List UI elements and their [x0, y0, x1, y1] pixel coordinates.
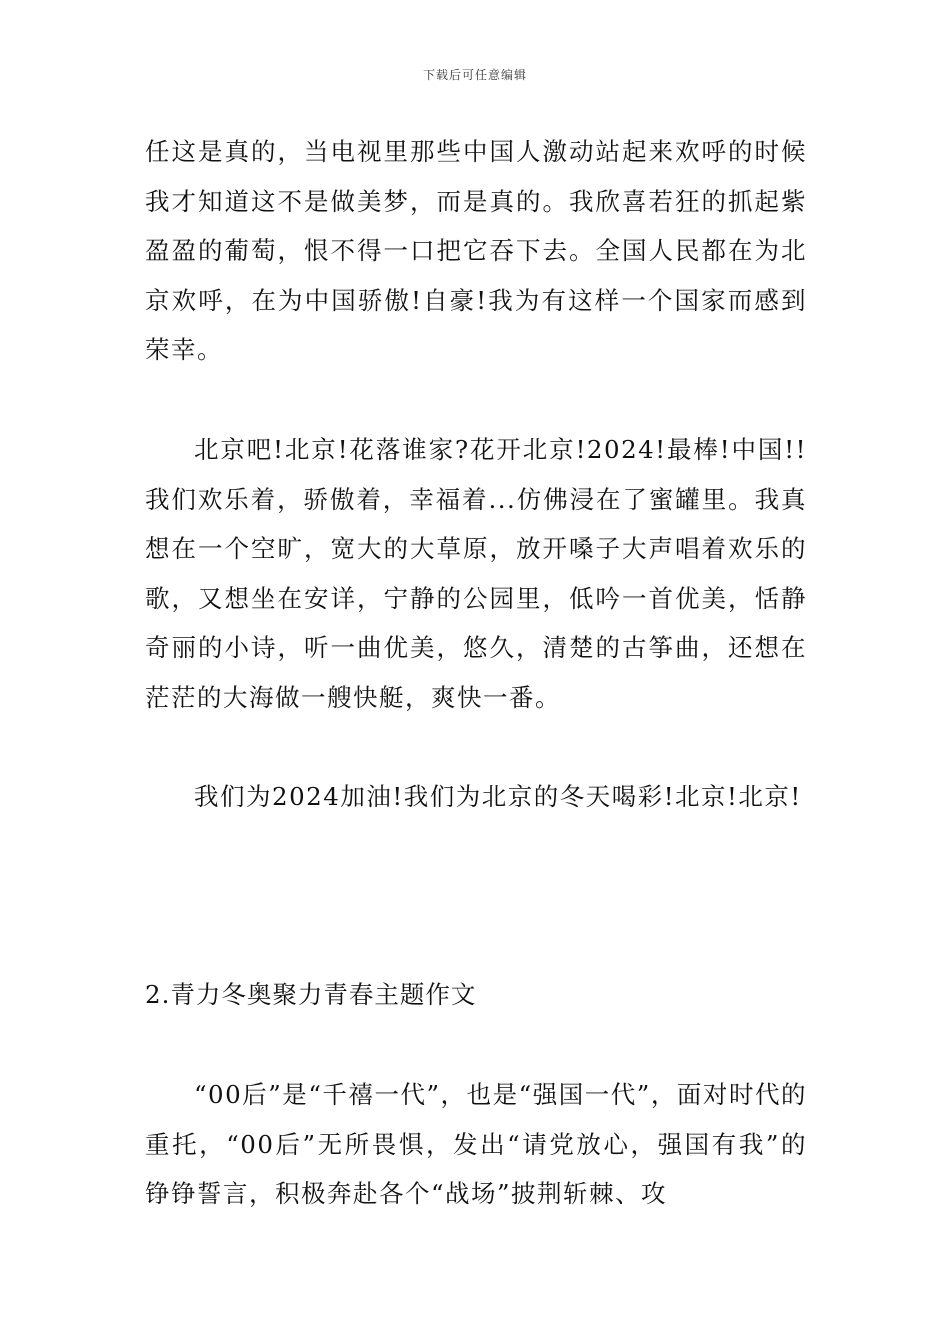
paragraph-2: 北京吧!北京!花落谁家?花开北京!2024!最棒!中国!!我们欢乐着，骄傲着，幸福着...仿佛浸在了蜜罐里。我真想在一个空旷，宽大的大草原，放开嗓子大声唱着欢乐的歌，又想坐在安详，宁静的公园里，低吟一首优美，恬静奇丽的小诗，听一曲优美，悠久，清楚的古筝曲，还想在茫茫的大海做一艘快艇，爽快一番。 — [145, 435, 807, 712]
paragraph-3: 我们为2024加油!我们为北京的冬天喝彩!北京!北京! — [194, 782, 802, 811]
paragraph-4: “00后”是“千禧一代”，也是“强国一代”，面对时代的重托，“00后”无所畏惧，发出“请党放心，强国有我”的铮铮誓言，积极奔赴各个“战场”披荆斩棘、攻 — [145, 1080, 807, 1208]
paragraph-1: 任这是真的，当电视里那些中国人激动站起来欢呼的时候我才知道这不是做美梦，而是真的。我欣喜若狂的抓起紫盈盈的葡萄，恨不得一口把它吞下去。全国人民都在为北京欢呼，在为中国骄傲!自豪!我为有这样一个国家而感到荣幸。 — [145, 137, 807, 364]
page-header-note: 下载后可任意编辑 — [422, 68, 527, 82]
section-heading: 2.青力冬奥聚力青春主题作文 — [145, 980, 477, 1009]
